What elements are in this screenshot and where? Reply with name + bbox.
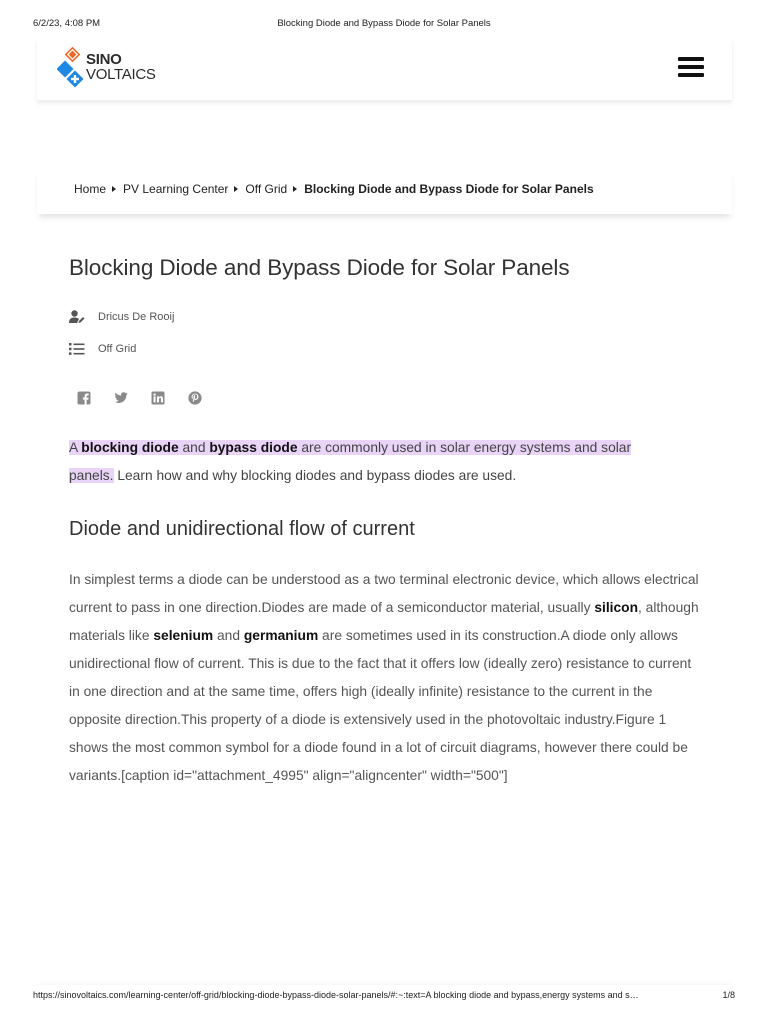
section-heading: Diode and unidirectional flow of current [69,518,415,540]
article-author [69,310,174,324]
breadcrumb-learning-center[interactable]: PV Learning Center [123,182,229,196]
body-bold-selenium: selenium [153,628,214,643]
intro-text: Learn how and why blocking diodes and bypass diodes are used. [113,468,517,483]
facebook-icon[interactable] [77,391,91,405]
hamburger-icon[interactable] [678,55,704,79]
body-text: In simplest terms a diode can be understood as a two terminal electronic device, which allows electrical current to pass in one direction.Diodes are made of a semiconductor material, usually [69,572,699,615]
breadcrumb-home[interactable]: Home [74,182,107,196]
page-title: Blocking Diode and Bypass Diode for Solar Panels [69,255,570,280]
share-buttons [77,391,202,405]
list-icon [69,342,85,356]
site-header [37,38,732,100]
body-text: and [213,628,244,643]
breadcrumb-bar [37,170,732,214]
print-header [33,18,735,32]
body-paragraph [69,566,699,790]
site-logo[interactable] [57,46,177,90]
print-url: https://sinovoltaics.com/learning-center/off-grid/blocking-diode-bypass-diode-solar-panels/#:~:text=A blocking diode and bypass,energy systems and s… [33,990,639,1000]
breadcrumb-off-grid[interactable]: Off Grid [245,182,288,196]
author-link[interactable]: Dricus De Rooij [98,311,175,323]
caret-right-icon [293,186,297,192]
body-bold-germanium: germanium [243,628,319,643]
article-category [69,342,136,356]
logo-line2: VOLTAICS [86,66,156,83]
body-text: are sometimes used in its construction.A diode only allows unidirectional flow of current. This is due to the fact that it offers low (ideally zero) resistance to current in one direction and at the same time, offers high (ideally infinite) resistance to the current in the opposite direction.This property of a diode is extensively used in the photovoltaic industry.Figure 1 shows the most common symbol for a diode found in a lot of circuit diagrams, however there could be variants.[caption id="attachment_4995" align="aligncenter" width="500"] [69,628,692,783]
body-text: , although materials like [69,600,699,643]
print-date: 6/2/23, 4:08 PM [33,18,101,29]
intro-text: are commonly used in solar energy systems and solar panels. [69,440,632,483]
intro-text: and [178,440,210,455]
linkedin-icon[interactable] [151,391,165,405]
caret-right-icon [112,186,116,192]
pinterest-icon[interactable] [188,391,202,405]
logo-mark-icon [57,46,89,90]
intro-text: A [69,440,82,455]
logo-line1: SINO [86,51,122,68]
intro-bold-blocking-diode: blocking diode [81,440,179,455]
print-title: Blocking Diode and Bypass Diode for Solar Panels [277,18,491,29]
caret-right-icon [234,186,238,192]
print-footer [33,990,735,1004]
twitter-icon[interactable] [114,391,128,405]
category-link[interactable]: Off Grid [98,343,137,355]
user-edit-icon [69,310,85,324]
breadcrumb-current: Blocking Diode and Bypass Diode for Solar Panels [304,182,594,196]
body-bold-silicon: silicon [594,600,639,615]
logo-text [86,52,156,82]
breadcrumb [74,182,594,196]
intro-paragraph [69,434,679,490]
intro-bold-bypass-diode: bypass diode [209,440,298,455]
print-page-number: 1/8 [722,990,735,1000]
